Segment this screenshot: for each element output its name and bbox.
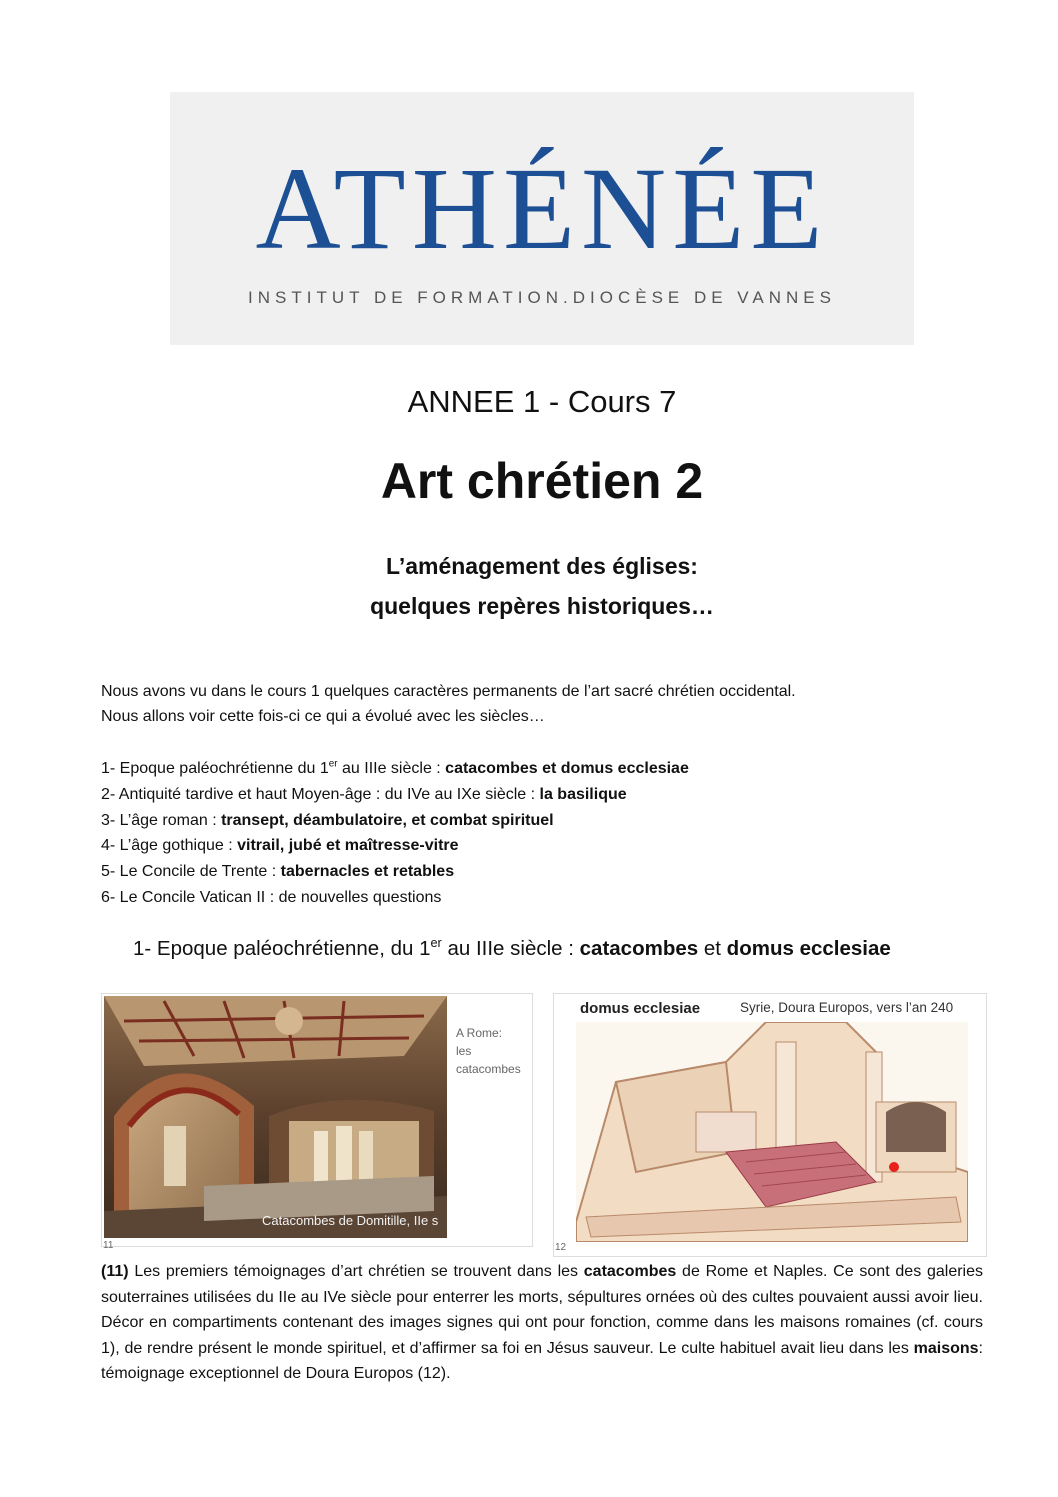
intro-line-1: Nous avons vu dans le cours 1 quelques caractères permanents de l’art sacré chrétien occidental. [101, 683, 796, 700]
toc-item: 3- L’âge roman : transept, déambulatoire, et combat spirituel [101, 811, 554, 829]
figure-12-number: 12 [555, 1242, 567, 1253]
intro-line-2: Nous allons voir cette fois-ci ce qui a évolué avec les siècles… [101, 708, 545, 725]
subtitle-line-1: L’aménagement des églises: [386, 553, 698, 579]
red-location-marker [889, 1162, 899, 1172]
toc-item: 6- Le Concile Vatican II : de nouvelles questions [101, 888, 442, 906]
page-title: Art chrétien 2 [380, 453, 704, 509]
subtitle-line-2: quelques repères historiques… [370, 593, 714, 619]
section-1-heading: 1- Epoque paléochrétienne, du 1er au IIIe siècle : catacombes et domus ecclesiae [133, 935, 891, 960]
catacombs-photo [104, 996, 447, 1238]
toc-item: 5- Le Concile de Trente : tabernacles et retables [101, 863, 455, 881]
figure-domus-ecclesiae [553, 993, 987, 1257]
figure-11-caption: Catacombes de Domitille, IIe s [262, 1213, 439, 1228]
course-line: ANNEE 1 - Cours 7 [407, 384, 677, 419]
figure-catacombs [101, 993, 533, 1251]
page-subtitle [0, 546, 1058, 626]
figure-12-label: domus ecclesiae [580, 1000, 701, 1017]
figure-12-source: Syrie, Doura Europos, vers l’an 240 [740, 1000, 954, 1015]
figure-11-number: 11 [103, 1240, 114, 1251]
toc-item: 1- Epoque paléochrétienne du 1er au IIIe siècle : catacombes et domus ecclesiae [101, 758, 689, 777]
figure-11-side-note: A Rome: les catacombes [456, 1026, 521, 1076]
house-church-drawing [576, 1022, 968, 1242]
logo-subtitle: INSTITUT DE FORMATION.DIOCÈSE DE VANNES [248, 288, 836, 307]
logo-wordmark: ATHÉNÉE [255, 143, 829, 274]
section-1-paragraph: (11) Les premiers témoignages d’art chrétien se trouvent dans les catacombes de Rome et Naples. Ce sont des galeries souterraines utilisées du IIe au IVe siècle pour enterrer les morts, sépultures ornées où des cultes pouvaient aussi avoir lieu. Décor en compartiments contenant des images signes qui ont pour fonction, comme dans les maisons romaines (cf. cours 1), de rendre présent le monde spirituel, et d’affirmer sa foi en Jésus sauveur. Le culte habituel avait lieu dans les maisons: témoignage exceptionnel de Doura Europos (12). [101, 1263, 983, 1382]
table-of-contents [101, 756, 981, 911]
toc-item: 2- Antiquité tardive et haut Moyen-âge : du IVe au IXe siècle : la basilique [101, 785, 627, 803]
logo-banner [170, 92, 914, 345]
toc-item: 4- L’âge gothique : vitrail, jubé et maîtresse-vitre [101, 837, 459, 855]
intro-text [101, 679, 981, 729]
